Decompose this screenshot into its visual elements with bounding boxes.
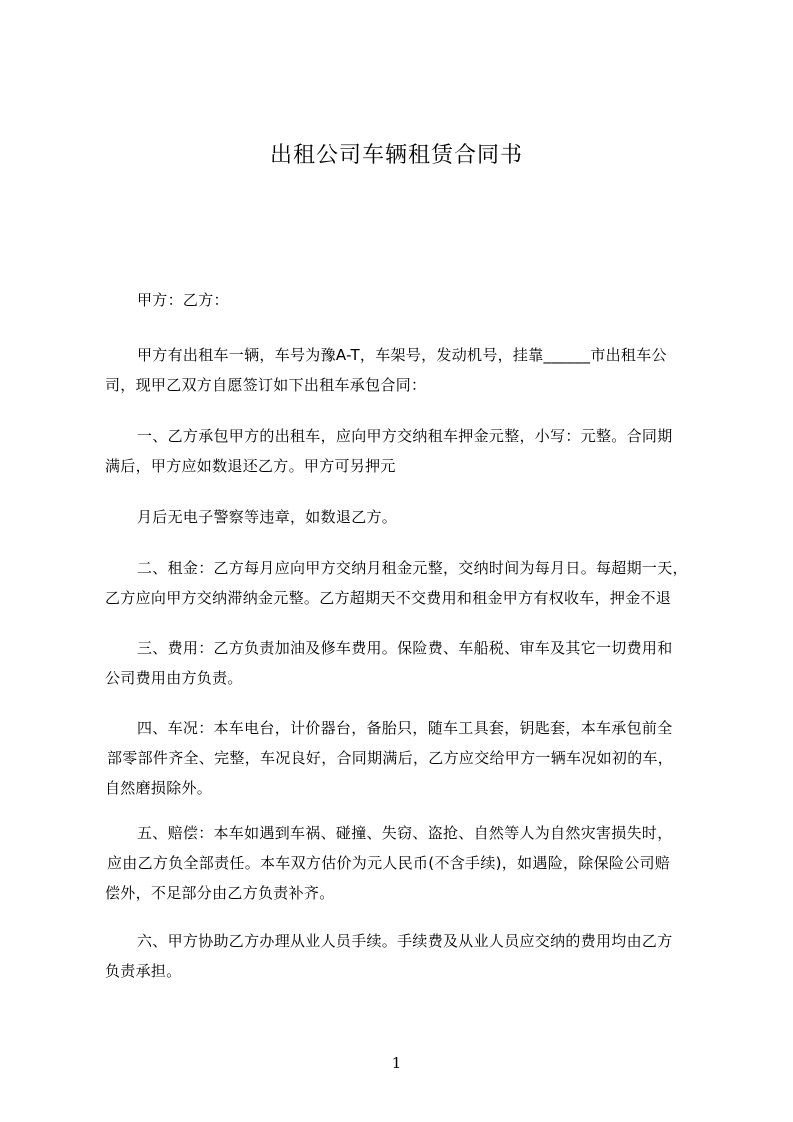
clause-4-line-3: 自然磨损除外。 <box>105 779 213 797</box>
clause-5-line-1: 五、赔偿：本车如遇到车祸、碰撞、失窃、盗抢、自然等人为自然灾害损失时， <box>137 824 673 842</box>
clause-6-line-2: 负责承担。 <box>105 962 182 980</box>
clause-5-paragraph <box>105 818 705 908</box>
intro-line-2: 司，现甲乙双方自愿签订如下出租车承包合同： <box>105 376 427 394</box>
clause-3-line-1: 三、费用：乙方负责加油及修车费用。保险费、车船税、审车及其它一切费用和 <box>137 639 673 657</box>
clause-4-line-1: 四、车况：本车电台，计价器台，备胎只，随车工具套，钥匙套，本车承包前全 <box>137 719 673 737</box>
clause-1-line-2: 满后，甲方应如数退还乙方。甲方可另押元 <box>105 457 396 475</box>
clause-4-paragraph <box>105 713 705 803</box>
clause-2-line-1: 二、租金：乙方每月应向甲方交纳月租金元整，交纳时间为每月日。每超期一天， <box>137 559 688 577</box>
clause-3-line-2: 公司费用由方负责。 <box>105 669 243 687</box>
clause-4-line-2: 部零部件齐全、完整，车况良好，合同期满后，乙方应交给甲方一辆车况如初的车， <box>107 749 674 767</box>
parties-text: 甲方：乙方： <box>137 291 229 309</box>
clause-1-continuation-text: 月后无电子警察等违章，如数退乙方。 <box>137 508 398 526</box>
document-title: 出租公司车辆租赁合同书 <box>269 143 523 168</box>
clause-2-paragraph <box>105 553 705 613</box>
clause-5-line-2: 应由乙方负全部责任。本车双方估价为元人民币(不含手续)，如遇险，除保险公司赔 <box>107 854 671 872</box>
clause-3-paragraph <box>105 633 705 693</box>
clause-6-line-1: 六、甲方协助乙方办理从业人员手续。手续费及从业人员应交纳的费用均由乙方 <box>137 932 673 950</box>
intro-line-1: 甲方有出租车一辆，车号为豫A-T，车架号，发动机号，挂靠______市出租车公 <box>137 346 667 364</box>
clause-1-paragraph <box>105 421 705 481</box>
clause-6-paragraph <box>105 926 705 986</box>
intro-paragraph <box>105 340 705 400</box>
clause-2-line-2: 乙方应向甲方交纳滞纳金元整。乙方超期天不交费用和租金甲方有权收车，押金不退 <box>105 589 672 607</box>
clause-1-line-1: 一、乙方承包甲方的出租车，应向甲方交纳租车押金元整，小写：元整。合同期 <box>137 427 673 445</box>
page-number: 1 <box>391 1054 402 1072</box>
parties-line <box>105 285 705 315</box>
clause-5-line-3: 偿外，不足部分由乙方负责补齐。 <box>105 884 335 902</box>
clause-1-continuation <box>105 502 705 532</box>
